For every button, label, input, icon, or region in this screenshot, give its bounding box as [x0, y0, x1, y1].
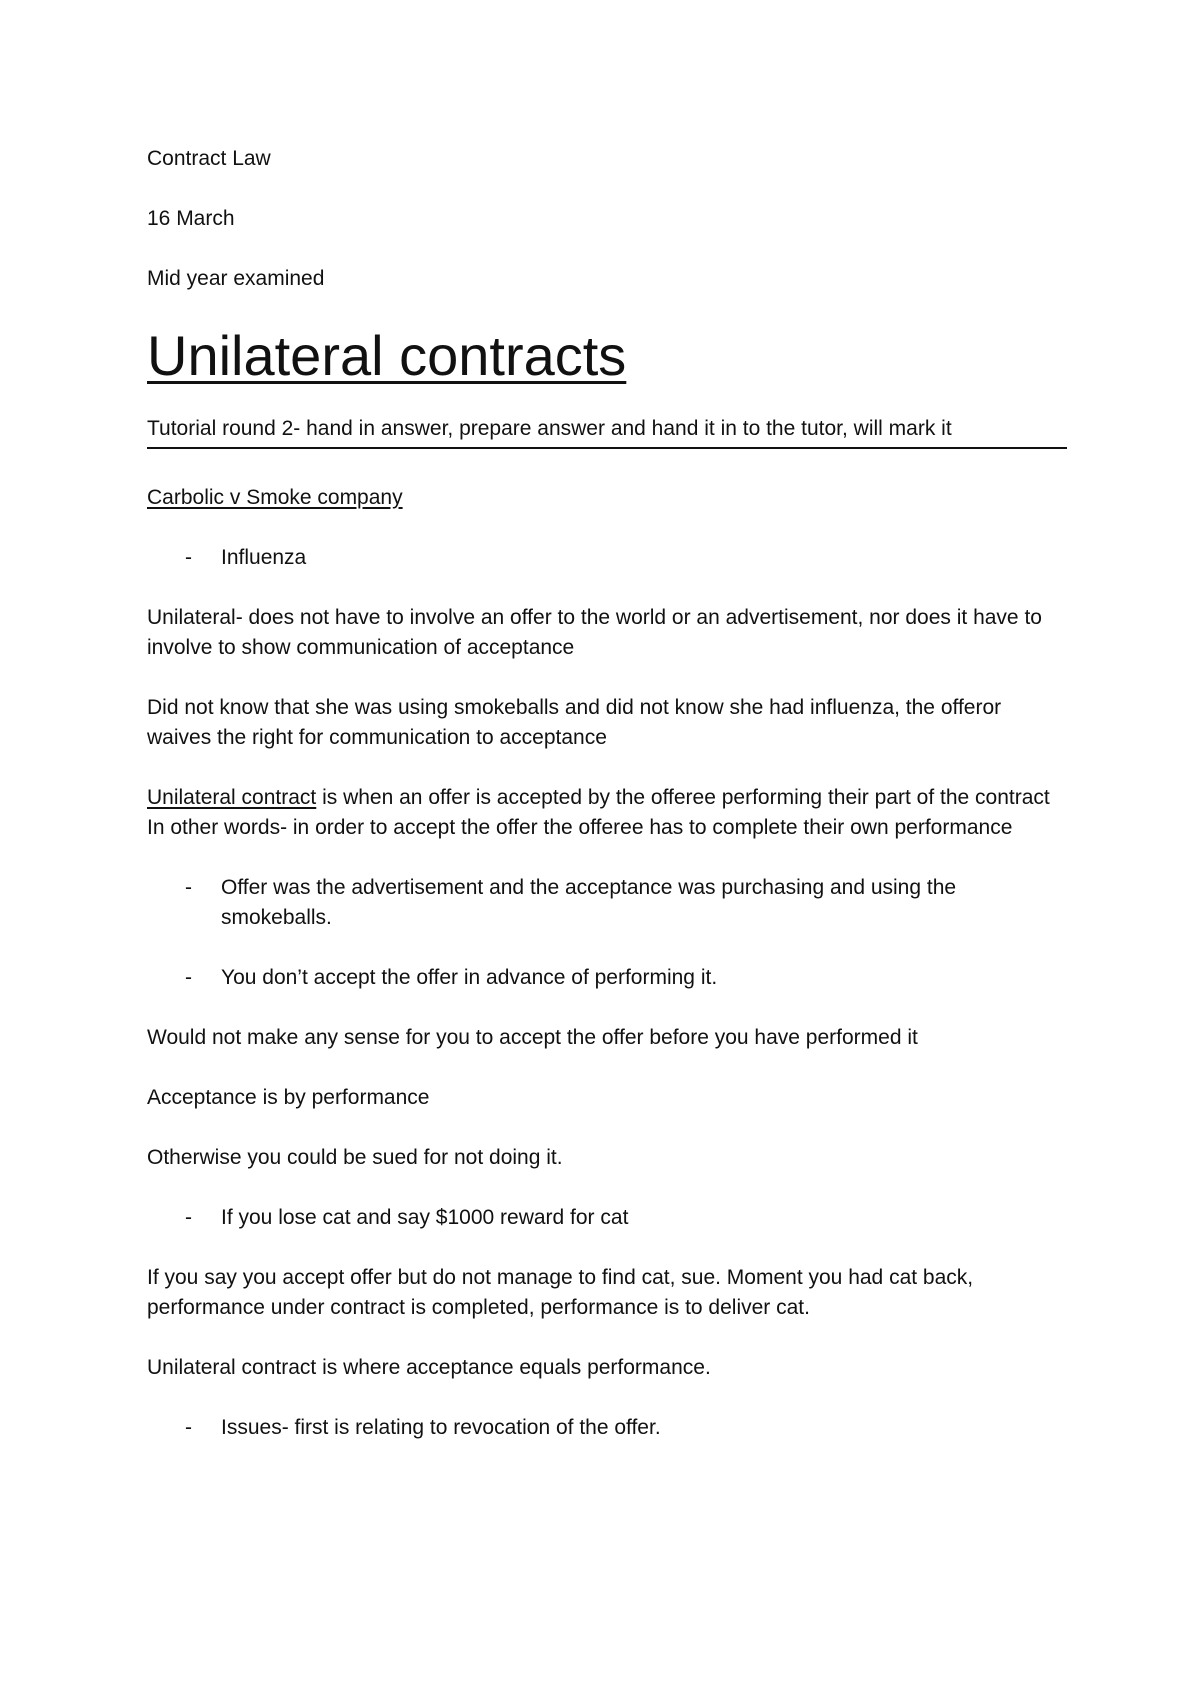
paragraph-no-sense: Would not make any sense for you to accept the offer before you have performed it [147, 1026, 918, 1049]
bullet-item [147, 1413, 1067, 1443]
paragraph-equals: Unilateral contract is where acceptance equals performance. [147, 1356, 711, 1379]
bullet-text-influenza: Influenza [221, 546, 307, 569]
bullet-marker: - [185, 546, 192, 569]
bullet-text-cat-reward: If you lose cat and say $1000 reward for cat [221, 1206, 629, 1229]
tutorial-note: Tutorial round 2- hand in answer, prepare answer and hand it in to the tutor, will mark it [147, 414, 1067, 449]
bullet-marker: - [185, 876, 192, 899]
bullet-item [147, 1203, 1067, 1233]
document-body [147, 144, 1067, 1473]
paragraph-smokeballs: Did not know that she was using smokeballs and did not know she had influenza, the offeror waives the right for communication to acceptance [147, 696, 1002, 749]
bullet-marker: - [185, 966, 192, 989]
paragraph-unilateral-def: Unilateral- does not have to involve an offer to the world or an advertisement, nor does it have to involve to show communication of acceptance [147, 606, 1042, 659]
bullet-marker: - [185, 1206, 192, 1229]
bullet-text-advance: You don’t accept the offer in advance of performing it. [221, 966, 718, 989]
bullet-text-issues: Issues- first is relating to revocation of the offer. [221, 1416, 661, 1439]
bullet-item [147, 543, 1067, 573]
contract-def-rest: is when an offer is accepted by the offeree performing their part of the contract [316, 786, 1050, 809]
document-title: Unilateral contracts [147, 324, 627, 387]
paragraph-cat-sue: If you say you accept offer but do not manage to find cat, sue. Moment you had cat back, performance under contract is completed, performance is to deliver cat. [147, 1266, 974, 1319]
paragraph-sued: Otherwise you could be sued for not doing it. [147, 1146, 563, 1169]
term-unilateral-contract: Unilateral contract [147, 786, 317, 809]
case-heading: Carbolic v Smoke company [147, 486, 403, 509]
exam-note: Mid year examined [147, 267, 325, 290]
bullet-text-offer-ad: Offer was the advertisement and the acceptance was purchasing and using the smokeballs. [221, 876, 957, 929]
date-line: 16 March [147, 207, 235, 230]
paragraph-other-words: In other words- in order to accept the offer the offeree has to complete their own performance [147, 816, 1013, 839]
bullet-marker: - [185, 1416, 192, 1439]
bullet-item [147, 873, 1067, 933]
subject-line: Contract Law [147, 147, 271, 170]
paragraph-contract-def [147, 783, 1067, 813]
paragraph-by-performance: Acceptance is by performance [147, 1086, 430, 1109]
bullet-item [147, 963, 1067, 993]
